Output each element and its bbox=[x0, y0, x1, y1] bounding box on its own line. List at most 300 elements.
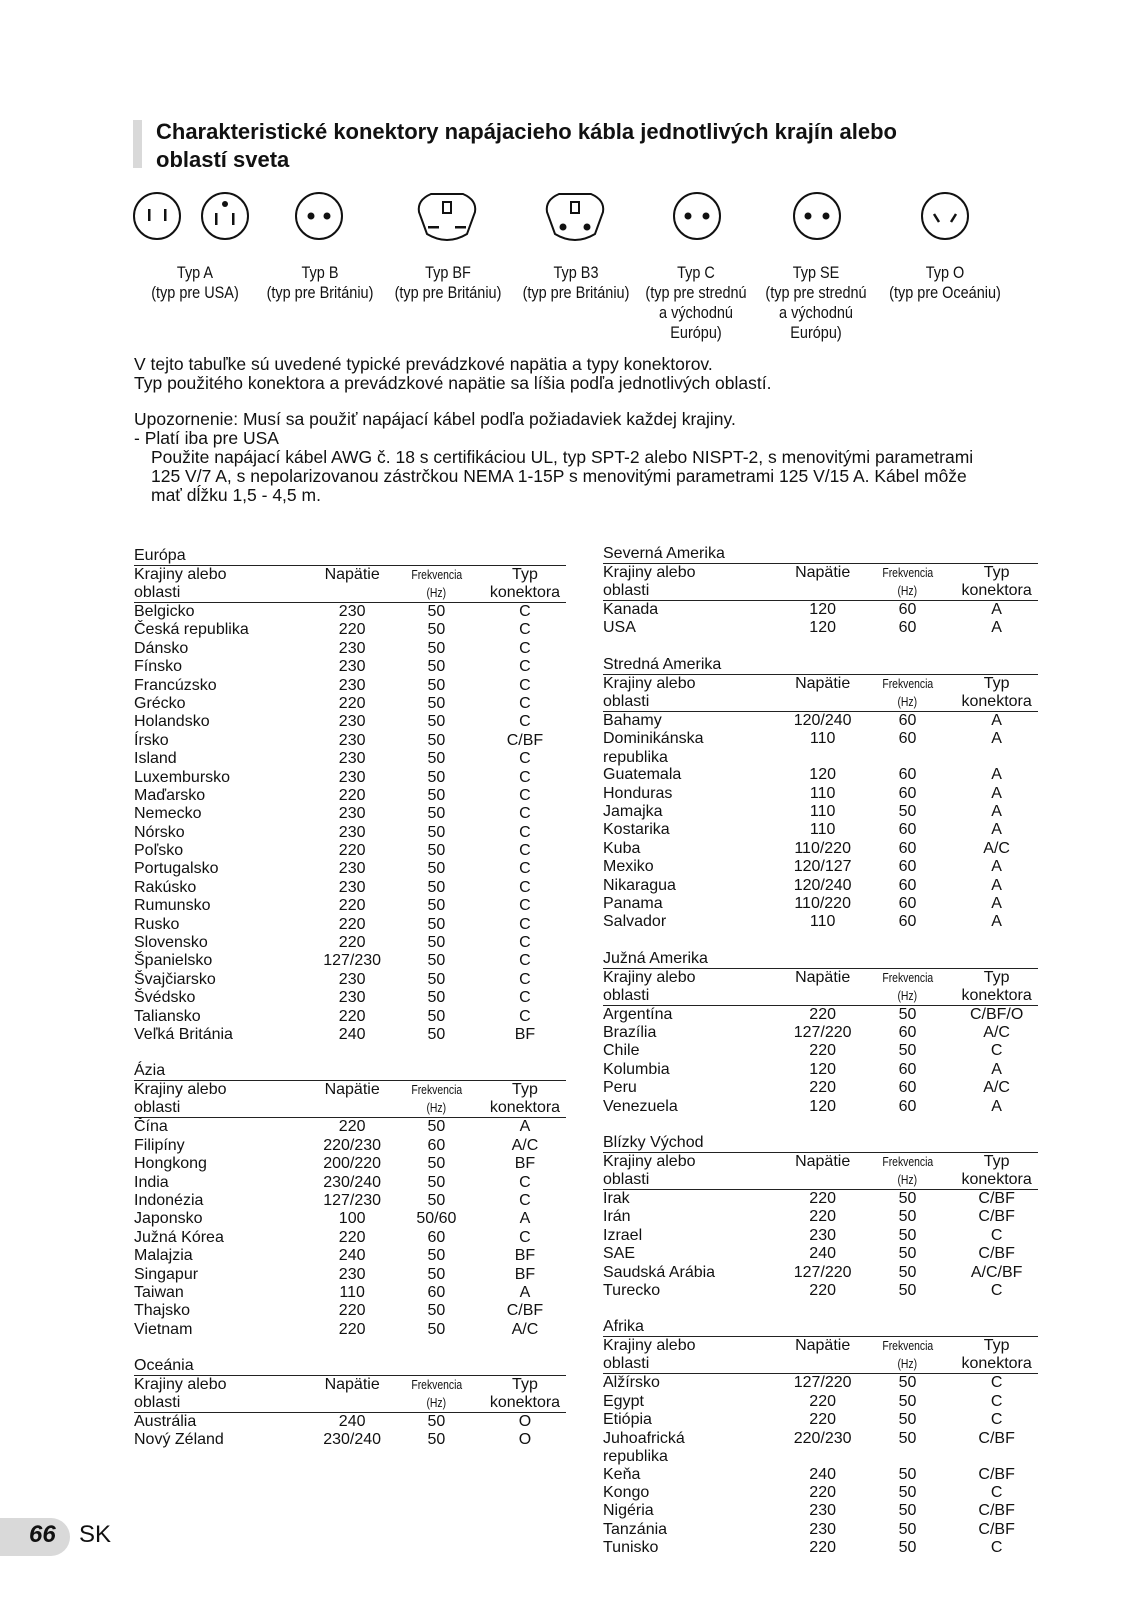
connector-cell: A bbox=[991, 913, 1002, 931]
connector-cell: O bbox=[518, 1413, 532, 1431]
plug-type-o-icon bbox=[875, 190, 1015, 252]
frequency-cell: 50 bbox=[427, 1265, 446, 1283]
country-cell bbox=[603, 1466, 786, 1484]
country-name: Nórsko bbox=[134, 823, 185, 841]
country-name: Peru bbox=[603, 1079, 637, 1097]
header-type-line-2: konektora bbox=[961, 986, 1032, 1004]
connector-cell: C bbox=[990, 1281, 1003, 1299]
table-row bbox=[134, 1413, 566, 1431]
header-country-line-1: Krajiny alebo bbox=[603, 674, 696, 692]
connector-cell: C/BF/O bbox=[969, 1005, 1024, 1023]
voltage-cell: 110 bbox=[809, 730, 836, 748]
country-name: Fínsko bbox=[134, 658, 183, 676]
frequency-cell: 50 bbox=[427, 1247, 446, 1265]
country-cell bbox=[134, 621, 315, 639]
voltage-cell: 220 bbox=[338, 1302, 366, 1320]
header-country-line-2: oblasti bbox=[134, 584, 181, 601]
plug-desc-line-3: Európu) bbox=[670, 323, 722, 342]
header-type-line-2: konektora bbox=[961, 582, 1032, 599]
country-cell bbox=[134, 971, 315, 989]
country-name: Poľsko bbox=[134, 842, 184, 860]
plug-type-label: Typ A bbox=[176, 263, 214, 282]
region-title: Južná Amerika bbox=[603, 950, 1038, 969]
frequency-cell: 60 bbox=[898, 601, 917, 618]
country-name: Turecko bbox=[603, 1281, 661, 1299]
header-country-line-2: oblasti bbox=[603, 1171, 650, 1189]
country-name: Írsko bbox=[134, 731, 169, 749]
connector-cell: C/BF bbox=[978, 1502, 1015, 1520]
table-row bbox=[603, 1374, 1038, 1392]
table-row bbox=[134, 1266, 566, 1284]
connector-cell: BF bbox=[514, 1025, 536, 1043]
connector-cell: A bbox=[991, 1060, 1002, 1078]
header-frequency-line-2 bbox=[389, 1099, 484, 1117]
table-row bbox=[134, 860, 566, 878]
voltage-cell: 240 bbox=[338, 1413, 366, 1431]
country-cell bbox=[603, 821, 786, 839]
intro-line-1: V tejto tabuľke sú uvedené typické prevádzkové napätia a typy konektorov. bbox=[134, 354, 713, 374]
connector-cell: A bbox=[991, 619, 1002, 637]
table-row bbox=[134, 971, 566, 989]
connector-cell: C bbox=[519, 768, 531, 786]
usa-cable-line-1: Použite napájací kábel AWG č. 18 s certifikáciou UL, typ SPT-2 alebo NISPT-2, s menovitými parametrami bbox=[151, 447, 974, 467]
frequency-cell: 60 bbox=[898, 839, 917, 857]
table-row bbox=[134, 750, 566, 768]
page-language: SK bbox=[79, 1521, 112, 1548]
table-row bbox=[134, 1284, 566, 1302]
frequency-cell: 50 bbox=[427, 1191, 446, 1209]
table-row bbox=[134, 603, 566, 621]
country-name: Singapur bbox=[134, 1265, 199, 1283]
region-title: Európa bbox=[134, 547, 566, 566]
voltage-cell: 230/240 bbox=[323, 1431, 382, 1449]
header-frequency bbox=[860, 675, 956, 711]
country-cell bbox=[134, 860, 315, 878]
country-cell bbox=[603, 785, 786, 803]
plug-type-label: Typ SE bbox=[792, 263, 840, 282]
country-cell bbox=[134, 640, 315, 658]
plug-desc-line-2: a východnú bbox=[659, 303, 733, 322]
country-name: Island bbox=[134, 750, 177, 768]
header-frequency-line-2 bbox=[389, 584, 484, 602]
header-type-line-1: Typ bbox=[983, 968, 1010, 986]
frequency-cell: 50 bbox=[427, 1173, 446, 1191]
connector-cell: C bbox=[990, 1411, 1003, 1429]
frequency-cell: 60 bbox=[898, 1079, 917, 1097]
voltage-cell: 240 bbox=[809, 1245, 836, 1263]
frequency-cell: 50 bbox=[427, 1118, 446, 1136]
header-connector-type bbox=[484, 1376, 566, 1412]
voltage-cell: 120 bbox=[809, 766, 836, 784]
voltage-cell: 220 bbox=[809, 1208, 836, 1226]
header-frequency-text: Frekvencia bbox=[410, 1377, 462, 1393]
table-row bbox=[134, 1155, 566, 1173]
country-name-cont: republika bbox=[603, 748, 668, 766]
header-country-line-1: Krajiny alebo bbox=[603, 1153, 696, 1171]
connector-cell: C bbox=[519, 694, 531, 712]
country-cell bbox=[603, 601, 786, 619]
connector-cell: BF bbox=[514, 1155, 536, 1173]
country-name: Salvador bbox=[603, 913, 667, 931]
country-cell bbox=[134, 1192, 315, 1210]
table-row bbox=[603, 1282, 1038, 1300]
table-row bbox=[603, 1208, 1038, 1226]
voltage-cell: 220 bbox=[338, 842, 366, 860]
header-type-line-2: konektora bbox=[961, 1171, 1032, 1189]
voltage-cell: 127/230 bbox=[323, 952, 382, 970]
country-cell bbox=[134, 1431, 315, 1449]
voltage-cell: 230 bbox=[338, 768, 366, 786]
connector-cell: C bbox=[990, 1539, 1003, 1557]
table-row bbox=[603, 840, 1038, 858]
header-voltage bbox=[786, 969, 860, 1005]
header-type-line-1: Typ bbox=[512, 566, 538, 583]
country-name: Grécko bbox=[134, 694, 186, 712]
header-voltage bbox=[315, 1376, 388, 1412]
country-name: Hongkong bbox=[134, 1155, 207, 1173]
header-frequency-line-1 bbox=[860, 675, 956, 693]
frequency-cell: 50 bbox=[427, 676, 446, 694]
table-header bbox=[134, 566, 566, 603]
table-row bbox=[134, 805, 566, 823]
voltage-cell: 127/220 bbox=[793, 1263, 852, 1281]
plug-type-label: Typ B3 bbox=[553, 263, 599, 282]
country-name: Argentína bbox=[603, 1005, 673, 1023]
country-name: Saudská Arábia bbox=[603, 1263, 716, 1281]
header-frequency-line-2 bbox=[860, 693, 956, 711]
connector-cell: C bbox=[519, 915, 531, 933]
frequency-cell: 50 bbox=[898, 1005, 917, 1023]
usa-only-line: - Platí iba pre USA bbox=[134, 428, 279, 448]
header-frequency-text: Frekvencia bbox=[882, 969, 933, 985]
frequency-cell: 50 bbox=[427, 750, 446, 768]
region-title: Ázia bbox=[134, 1062, 566, 1081]
connector-cell: A bbox=[991, 766, 1002, 784]
voltage-cell: 220 bbox=[338, 786, 366, 804]
plug-type-bf-icon bbox=[383, 190, 513, 252]
country-name: Honduras bbox=[603, 784, 673, 802]
country-name: Indonézia bbox=[134, 1191, 204, 1209]
plug-type-c-icon bbox=[631, 190, 761, 252]
frequency-cell: 50 bbox=[427, 934, 446, 952]
table-row bbox=[134, 1229, 566, 1247]
frequency-cell: 60 bbox=[898, 913, 917, 931]
plug-desc-line-1: (typ pre Oceániu) bbox=[889, 283, 1001, 302]
country-cell bbox=[134, 805, 315, 823]
header-frequency-text: Frekvencia bbox=[882, 565, 933, 580]
plug-desc-line-1: (typ pre strednú bbox=[765, 283, 867, 302]
table-row bbox=[134, 640, 566, 658]
country-cell bbox=[603, 913, 786, 931]
region-stredna-amerika bbox=[603, 656, 1038, 932]
header-frequency-line-2 bbox=[860, 582, 956, 600]
voltage-cell: 220 bbox=[338, 1118, 366, 1136]
plug-type-b3-icon bbox=[511, 190, 641, 252]
connector-cell: C bbox=[990, 1374, 1003, 1392]
voltage-cell: 220 bbox=[338, 915, 366, 933]
region-severna-amerika bbox=[603, 545, 1038, 638]
country-name: Juhoafrická bbox=[603, 1429, 685, 1447]
frequency-cell: 50 bbox=[427, 1431, 446, 1449]
country-name: Švédsko bbox=[134, 989, 196, 1007]
country-cell bbox=[134, 677, 315, 695]
table-row bbox=[134, 934, 566, 952]
country-cell bbox=[134, 658, 315, 676]
table-header bbox=[603, 969, 1038, 1006]
region-juzna-amerika bbox=[603, 950, 1038, 1116]
frequency-cell: 50 bbox=[898, 1208, 917, 1226]
connector-cell: C/BF bbox=[506, 731, 544, 749]
country-name: SAE bbox=[603, 1245, 636, 1263]
country-name: Tanzánia bbox=[603, 1520, 668, 1538]
country-cell bbox=[603, 1245, 786, 1263]
country-cell bbox=[134, 1008, 315, 1026]
connector-cell: C bbox=[519, 878, 531, 896]
country-name: Dánsko bbox=[134, 639, 189, 657]
table-row bbox=[603, 821, 1038, 839]
plug-type-se-icon bbox=[751, 190, 881, 252]
frequency-cell: 50 bbox=[898, 1190, 917, 1208]
country-cell bbox=[603, 766, 786, 784]
header-country-line-2: oblasti bbox=[134, 1099, 181, 1117]
country-name: Keňa bbox=[603, 1465, 641, 1483]
country-cell bbox=[603, 1227, 786, 1245]
table-header bbox=[603, 675, 1038, 712]
voltage-cell: 220 bbox=[809, 1281, 836, 1299]
header-connector-type bbox=[955, 1153, 1038, 1189]
header-connector-type bbox=[955, 564, 1038, 600]
plug-types bbox=[130, 190, 1030, 340]
region-title: Stredná Amerika bbox=[603, 656, 1038, 675]
header-frequency-text: Frekvencia bbox=[882, 675, 933, 691]
country-cell bbox=[134, 952, 315, 970]
header-frequency bbox=[389, 566, 484, 602]
header-frequency bbox=[860, 1337, 956, 1373]
header-frequency bbox=[389, 1376, 484, 1412]
connector-cell: A bbox=[991, 821, 1002, 839]
header-frequency-line-2 bbox=[860, 1355, 956, 1373]
country-cell bbox=[134, 897, 315, 915]
country-cell bbox=[603, 1264, 786, 1282]
frequency-cell: 50 bbox=[427, 713, 446, 731]
header-frequency-unit: (Hz) bbox=[426, 1100, 447, 1116]
table-row bbox=[134, 1302, 566, 1320]
country-cell bbox=[134, 787, 315, 805]
country-name: Švajčiarsko bbox=[134, 970, 216, 988]
country-name: Francúzsko bbox=[134, 676, 217, 694]
frequency-cell: 50 bbox=[898, 1520, 917, 1538]
header-voltage bbox=[786, 1153, 860, 1189]
frequency-cell: 60 bbox=[898, 894, 917, 912]
connector-cell: A bbox=[991, 1097, 1002, 1115]
frequency-cell: 50 bbox=[427, 639, 446, 657]
frequency-cell: 50 bbox=[898, 1226, 917, 1244]
voltage-cell: 220 bbox=[809, 1483, 836, 1501]
country-name: Kuba bbox=[603, 839, 641, 857]
header-type-line-2: konektora bbox=[961, 692, 1032, 710]
voltage-cell: 220 bbox=[809, 1539, 836, 1557]
connector-cell: A/C bbox=[983, 839, 1010, 857]
country-name: Bahamy bbox=[603, 711, 662, 729]
voltage-cell: 230 bbox=[338, 823, 366, 841]
voltage-cell: 127/230 bbox=[323, 1191, 382, 1209]
country-cell bbox=[603, 1098, 786, 1116]
connector-cell: A/C bbox=[983, 1079, 1010, 1097]
country-name: USA bbox=[603, 619, 636, 637]
heading-accent-bar bbox=[133, 120, 142, 168]
frequency-cell: 50 bbox=[427, 1025, 446, 1043]
voltage-cell: 230 bbox=[338, 989, 366, 1007]
table-row bbox=[603, 858, 1038, 876]
header-type-line-1: Typ bbox=[983, 1337, 1010, 1355]
country-cell bbox=[603, 858, 786, 876]
frequency-cell: 60 bbox=[427, 1283, 446, 1301]
voltage-cell: 230 bbox=[338, 731, 366, 749]
frequency-cell: 60 bbox=[898, 1024, 917, 1042]
connector-cell: A bbox=[991, 894, 1002, 912]
header-frequency-text: Frekvencia bbox=[410, 1082, 462, 1098]
connector-cell: A bbox=[991, 802, 1002, 820]
connector-cell: C/BF bbox=[978, 1429, 1015, 1447]
country-name: Čína bbox=[134, 1118, 168, 1136]
country-name: Luxembursko bbox=[134, 768, 231, 786]
table-row bbox=[603, 785, 1038, 803]
country-name: Veľká Británia bbox=[134, 1025, 233, 1043]
header-frequency-line-1 bbox=[860, 1153, 956, 1171]
connector-cell: C bbox=[519, 750, 531, 768]
voltage-cell: 127/220 bbox=[793, 1024, 852, 1042]
table-row bbox=[134, 897, 566, 915]
connector-cell: A/C bbox=[511, 1320, 539, 1338]
table-row bbox=[134, 658, 566, 676]
table-row bbox=[134, 1026, 566, 1044]
left-column bbox=[134, 547, 566, 1468]
plug-desc-line-1: (typ pre USA) bbox=[151, 283, 239, 302]
header-voltage bbox=[786, 1337, 860, 1373]
voltage-cell: 230 bbox=[338, 713, 366, 731]
header-frequency-line-1 bbox=[389, 1376, 484, 1394]
country-cell bbox=[603, 1521, 786, 1539]
table-row bbox=[603, 1466, 1038, 1484]
header-voltage-label: Napätie bbox=[795, 674, 851, 692]
voltage-cell: 110 bbox=[809, 821, 836, 839]
table-row bbox=[603, 1393, 1038, 1411]
country-cell bbox=[603, 1484, 786, 1502]
table-row bbox=[134, 1247, 566, 1265]
heading-line-1: Charakteristické konektory napájacieho kábla jednotlivých krajín alebo bbox=[156, 119, 897, 144]
header-country bbox=[603, 969, 786, 1005]
intro-line-2: Typ použitého konektora a prevádzkové napätie sa líšia podľa jednotlivých oblastí. bbox=[134, 373, 772, 393]
connector-cell: C bbox=[519, 989, 531, 1007]
frequency-cell: 50 bbox=[898, 1483, 917, 1501]
frequency-cell: 50 bbox=[898, 1465, 917, 1483]
header-voltage bbox=[786, 675, 860, 711]
header-voltage-label: Napätie bbox=[795, 564, 851, 581]
country-name: Rumunsko bbox=[134, 897, 211, 915]
frequency-cell: 50 bbox=[427, 694, 446, 712]
country-cell bbox=[603, 1042, 786, 1060]
frequency-cell: 50 bbox=[427, 1007, 446, 1025]
country-name: Japonsko bbox=[134, 1210, 203, 1228]
frequency-cell: 50 bbox=[898, 1374, 917, 1392]
country-cell bbox=[603, 1502, 786, 1520]
table-row bbox=[603, 895, 1038, 913]
header-country bbox=[134, 1081, 315, 1117]
table-row bbox=[603, 619, 1038, 637]
country-name: Kanada bbox=[603, 601, 659, 618]
voltage-cell: 230 bbox=[809, 1502, 836, 1520]
country-name: Jamajka bbox=[603, 802, 663, 820]
header-country-line-2: oblasti bbox=[603, 1355, 650, 1373]
connector-cell: C bbox=[990, 1392, 1003, 1410]
connector-cell: C bbox=[519, 639, 531, 657]
voltage-cell: 220 bbox=[809, 1005, 836, 1023]
region-europa bbox=[134, 547, 566, 1044]
connector-cell: A bbox=[991, 876, 1002, 894]
frequency-cell: 50 bbox=[427, 1413, 446, 1431]
country-name: Rusko bbox=[134, 915, 180, 933]
frequency-cell: 60 bbox=[898, 1060, 917, 1078]
table-row bbox=[134, 1321, 566, 1339]
connector-cell: C bbox=[519, 713, 531, 731]
country-name: Egypt bbox=[603, 1392, 644, 1410]
header-country-line-1: Krajiny alebo bbox=[603, 1337, 696, 1355]
connector-cell: C bbox=[519, 1228, 531, 1246]
country-cell bbox=[134, 1229, 315, 1247]
country-name: Kostarika bbox=[603, 821, 670, 839]
country-name: Nemecko bbox=[134, 805, 202, 823]
header-country bbox=[603, 1337, 786, 1373]
connector-cell: A bbox=[991, 784, 1002, 802]
table-row bbox=[603, 1042, 1038, 1060]
plug-desc-line-1: (typ pre Britániu) bbox=[266, 283, 374, 302]
connector-cell: C bbox=[519, 970, 531, 988]
country-cell bbox=[134, 1137, 315, 1155]
header-frequency-unit: (Hz) bbox=[897, 693, 918, 709]
frequency-cell: 50 bbox=[427, 952, 446, 970]
connector-cell: A bbox=[991, 730, 1002, 748]
voltage-cell: 110 bbox=[809, 802, 836, 820]
region-oceania bbox=[134, 1357, 566, 1450]
warning-line: Upozornenie: Musí sa použiť napájací kábel podľa požiadaviek každej krajiny. bbox=[134, 409, 736, 429]
frequency-cell: 50 bbox=[427, 786, 446, 804]
header-frequency-line-2 bbox=[860, 987, 956, 1005]
country-name: Izrael bbox=[603, 1226, 643, 1244]
country-cell bbox=[134, 1174, 315, 1192]
header-country-line-1: Krajiny alebo bbox=[134, 1081, 227, 1099]
country-cell bbox=[603, 1024, 786, 1042]
country-name: Irán bbox=[603, 1208, 631, 1226]
table-row bbox=[134, 1431, 566, 1449]
connector-cell: A bbox=[519, 1283, 531, 1301]
table-row bbox=[134, 1210, 566, 1228]
header-voltage bbox=[315, 1081, 388, 1117]
voltage-cell: 110/220 bbox=[794, 839, 851, 857]
frequency-cell: 50 bbox=[427, 805, 446, 823]
country-cell bbox=[134, 750, 315, 768]
frequency-cell: 50 bbox=[898, 802, 917, 820]
voltage-cell: 220/230 bbox=[323, 1136, 382, 1154]
header-connector-type bbox=[955, 969, 1038, 1005]
header-country-line-2: oblasti bbox=[603, 986, 650, 1004]
region-title: Blízky Východ bbox=[603, 1134, 1038, 1153]
header-country bbox=[603, 675, 786, 711]
plug-desc-line-1: (typ pre Britániu) bbox=[394, 283, 502, 302]
plug-desc-line-2: a východnú bbox=[779, 303, 853, 322]
country-name: Maďarsko bbox=[134, 786, 206, 804]
voltage-cell: 220 bbox=[809, 1190, 836, 1208]
country-name: Kongo bbox=[603, 1483, 650, 1501]
